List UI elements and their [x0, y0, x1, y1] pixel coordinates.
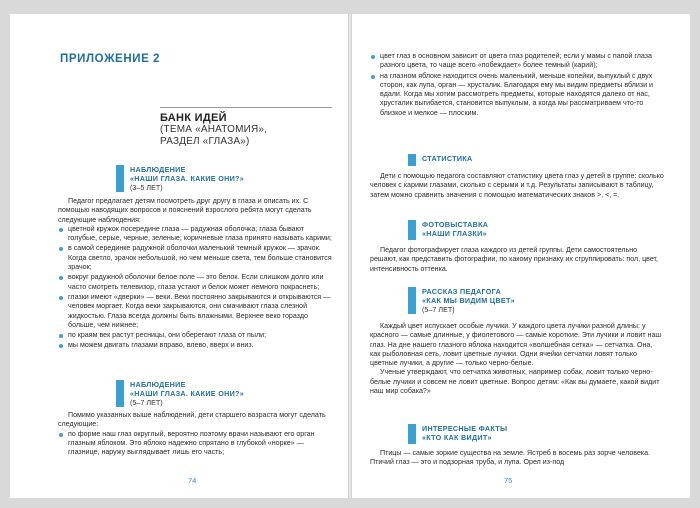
bank-title: БАНК ИДЕЙ	[160, 112, 227, 124]
section-title: СТАТИСТИКА	[422, 154, 473, 163]
section-teacher-story	[422, 287, 622, 314]
teacher-story-body	[370, 322, 664, 396]
bank-divider	[160, 107, 332, 108]
section-age: (5–7 ЛЕТ)	[130, 398, 163, 407]
section-interesting-facts	[422, 424, 622, 442]
section-label: РАССКАЗ ПЕДАГОГА	[422, 287, 502, 296]
observation-list	[58, 430, 334, 458]
section-accent-bar	[116, 380, 124, 407]
bank-subtitle-line-1: (ТЕМА «АНАТОМИЯ»,	[160, 124, 268, 135]
facts-body	[370, 449, 664, 468]
list-item: глазки имеют «дверки» — веки. Веки постоянно закрываются и открываются — человек моргает. Когда веки закрываются, они смачивают глаза слезной жидкостью. Глаза всегда должны быть влажными. Верхнее веко гораздо больше, чем нижнее;	[58, 293, 334, 330]
section-label: НАБЛЮДЕНИЕ	[130, 380, 186, 389]
section-accent-bar	[408, 287, 416, 314]
section-title: «НАШИ ГЛАЗА. КАКИЕ ОНИ?»	[130, 389, 245, 398]
section-observation-5-7	[130, 380, 330, 407]
section-accent-bar	[408, 220, 416, 240]
list-item: мы можем двигать глазами вправо, влево, вверх и вниз.	[58, 341, 334, 350]
section-accent-bar	[408, 424, 416, 444]
section-title: «НАШИ ГЛАЗКИ»	[422, 229, 487, 238]
statistics-body	[370, 172, 664, 200]
idea-bank-heading	[160, 107, 332, 148]
observation-5-7-body	[58, 411, 334, 458]
observation-list	[58, 225, 334, 351]
section-age: (5–7 ЛЕТ)	[422, 305, 455, 314]
section-accent-bar	[408, 154, 416, 166]
page-number: 74	[188, 476, 197, 485]
intro-paragraph: Педагог предлагает детям посмотреть друг другу в глаза и описать их. С помощью наводящих вопросов и пояснений взрослого ребята могут сделать следующие наблюдения:	[58, 197, 312, 224]
list-item: по краям век растут ресницы, они оберегают глаза от пыли;	[58, 331, 334, 340]
left-page	[10, 14, 348, 498]
section-observation-3-5	[130, 165, 330, 192]
section-accent-bar	[116, 165, 124, 192]
paragraph: Дети с помощью педагога составляют статистику цвета глаз у детей в группе: сколько человек с карими глазами, сколько с серыми и т.д. Результаты записывают в таблицу, затем можно сравнить значения с помощью математических знаков >, <, =.	[370, 172, 664, 199]
list-item: цветной кружок посередине глаза — радужная оболочка; глаза бывают голубые, серые, черные, зеленые; коричневые глаза принято называть карими;	[58, 225, 334, 244]
section-label: ИНТЕРЕСНЫЕ ФАКТЫ	[422, 424, 508, 433]
paragraph: Птицы — самые зоркие существа на земле. Ястреб в восемь раз зорче человека. Птичий глаз — это и подзорная труба, и лупа. Орел из-под	[370, 449, 651, 467]
paragraph: Каждый цвет испускает особые лучики. У каждого цвета лучики разной длины: у красного — самые длинные, у фиолетового — самые короткие. Эти лучики и ловит наш глаз. На дне нашего глазного яблока находится «волшебная сетка» — сетчатка. Она, как рыболовная сеть, ловит цветные лучики. Одни ячейки сетчатки ловят только цветные лучики, а другие — только черно-белые.	[370, 322, 662, 368]
intro-paragraph: Помимо указанных выше наблюдений, дети старшего возраста могут сделать следующие:	[58, 411, 326, 429]
appendix-title: ПРИЛОЖЕНИЕ 2	[60, 53, 161, 65]
section-label: НАБЛЮДЕНИЕ	[130, 165, 186, 174]
list-item: по форме наш глаз округлый, вероятно поэтому врачи называют его орган глазным яблоком. Это яблоко надежно спрятано в глубокой «норке» — глазнице, наружу выглядывает лишь его часть;	[58, 430, 334, 458]
list-item: в самой серединке радужной оболочки маленький темный кружок — зрачок. Когда светло, зрачок небольшой, но чем меньше света, тем больше становится зрачок;	[58, 244, 334, 272]
section-label: ФОТОВЫСТАВКА	[422, 220, 489, 229]
photo-exhibition-body	[370, 246, 664, 274]
paragraph: Педагог фотографирует глаза каждого из детей группы. Дети самостоятельно решают, как представить фотографии, по какому признаку их сгруппировать: пол, цвет, интенсивность оттенка.	[370, 246, 658, 273]
section-photo-exhibition	[422, 220, 622, 238]
list-item: на глазном яблоке находится очень маленький, меньше копейки, выпуклый с двух сторон, как лупа, орган — хрусталик. Благодаря ему мы видим предметы вблизи и вдали. Когда мы хотим рассмотреть предметы, которые находятся далеко от нас, хрусталик выгибается, становится выпуклым, а когда мы рассматриваем что-то близкое и мелкое — плоским.	[370, 72, 664, 118]
right-page	[352, 14, 690, 498]
section-title: «НАШИ ГЛАЗА. КАКИЕ ОНИ?»	[130, 174, 245, 183]
section-title: «КТО КАК ВИДИТ»	[422, 433, 492, 442]
section-age: (3–5 ЛЕТ)	[130, 183, 163, 192]
list-item: вокруг радужной оболочки белое поле — это белок. Если слишком долго или часто смотреть телевизор, глаза устают и белок может немного покраснеть;	[58, 273, 334, 292]
list-item: цвет глаз в основном зависит от цвета глаз родителей; если у мамы с папой глаза разного цвета, то чаще всего «побеждает» более темный (карий);	[370, 52, 664, 71]
bank-subtitle-line-2: РАЗДЕЛ «ГЛАЗА»)	[160, 136, 250, 147]
continued-list	[370, 52, 664, 119]
paragraph: Ученые утверждают, что сетчатка животных, например собак, ловит только черно-белые лучики и совсем не ловит цветные. Вопрос детям: «Как вы думаете, какой видит наш мир собака?»	[370, 368, 660, 396]
page-number: 75	[504, 476, 513, 485]
section-statistics	[422, 154, 622, 163]
section-title: «КАК МЫ ВИДИМ ЦВЕТ»	[422, 296, 515, 305]
observation-3-5-body	[58, 197, 334, 352]
observation-list	[370, 52, 664, 118]
